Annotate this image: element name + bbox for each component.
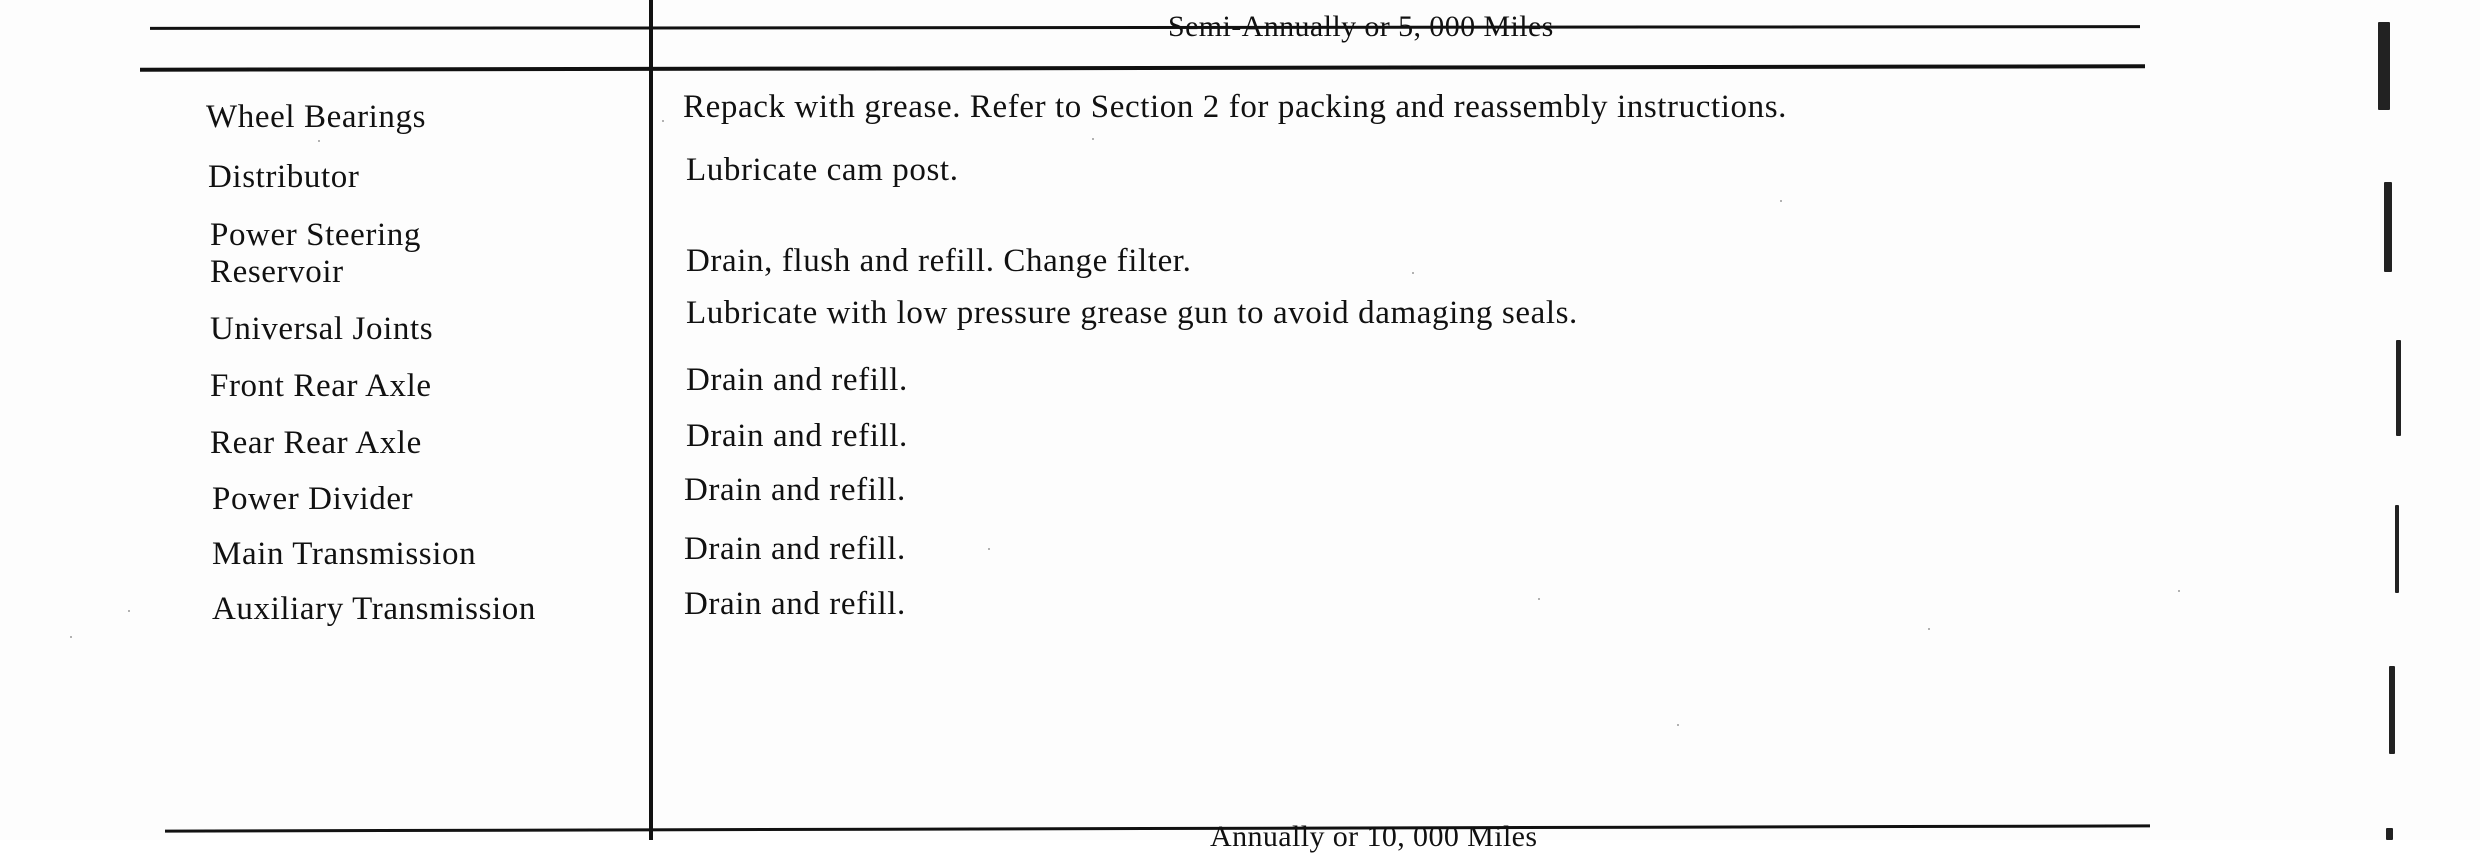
instruction-front-rear-axle: Drain and refill.	[686, 362, 908, 398]
speck	[70, 636, 72, 638]
item-front-rear-axle: Front Rear Axle	[210, 368, 432, 404]
instruction-wheel-bearings: Repack with grease. Refer to Section 2 for packing and reassembly instructions.	[683, 89, 1788, 125]
speck	[1780, 200, 1782, 202]
edge-mark-5	[2389, 666, 2395, 754]
instruction-main-transmission: Drain and refill.	[684, 531, 906, 567]
item-rear-rear-axle: Rear Rear Axle	[210, 425, 422, 461]
speck	[1677, 724, 1679, 726]
header-underline-rule	[140, 64, 2145, 71]
instruction-power-steering: Drain, flush and refill. Change filter.	[686, 243, 1192, 279]
instruction-power-divider: Drain and refill.	[684, 472, 906, 508]
top-rule	[150, 25, 2140, 30]
speck	[662, 120, 664, 122]
item-universal-joints: Universal Joints	[210, 311, 434, 347]
bottom-rule	[165, 824, 2150, 832]
speck	[1412, 272, 1414, 274]
speck	[988, 548, 990, 550]
section-header-semiannual: Semi-Annually or 5, 000 Miles	[1168, 10, 1554, 43]
speck	[1092, 138, 1094, 140]
edge-mark-3	[2396, 340, 2401, 436]
edge-mark-4	[2395, 505, 2399, 593]
item-main-transmission: Main Transmission	[212, 536, 477, 572]
item-power-divider: Power Divider	[212, 481, 414, 517]
speck	[1928, 628, 1930, 630]
item-wheel-bearings: Wheel Bearings	[206, 99, 427, 135]
edge-mark-2	[2384, 182, 2392, 272]
item-auxiliary-transmission: Auxiliary Transmission	[212, 591, 536, 627]
instruction-universal-joints: Lubricate with low pressure grease gun to avoid damaging seals.	[686, 295, 1578, 331]
item-power-steering-line2: Reservoir	[210, 254, 344, 290]
instruction-distributor: Lubricate cam post.	[686, 152, 959, 188]
instruction-rear-rear-axle: Drain and refill.	[686, 418, 908, 454]
item-power-steering-line1: Power Steering	[210, 217, 421, 253]
column-divider	[649, 0, 653, 840]
instruction-auxiliary-transmission: Drain and refill.	[684, 586, 906, 622]
speck	[2178, 590, 2180, 592]
speck	[1538, 598, 1540, 600]
section-header-annual: Annually or 10, 000 Miles	[1210, 820, 1538, 853]
edge-mark-1	[2378, 22, 2390, 110]
speck	[128, 610, 130, 612]
speck	[318, 140, 320, 142]
item-distributor: Distributor	[208, 159, 360, 195]
edge-mark-6	[2386, 828, 2393, 840]
